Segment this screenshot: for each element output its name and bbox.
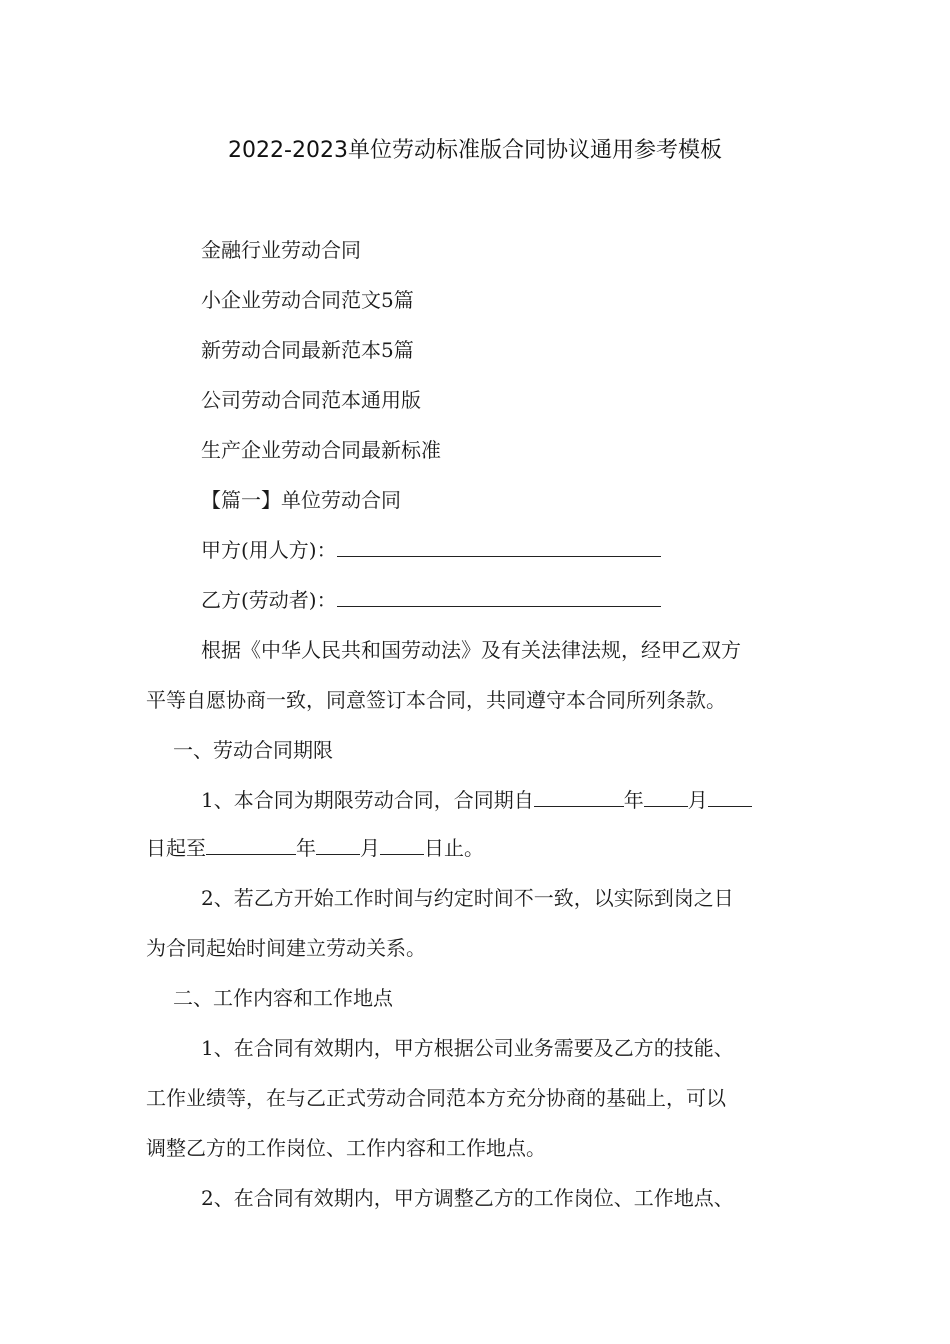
- clause-text: 日止。: [424, 836, 484, 860]
- year-label: 年: [296, 836, 316, 860]
- month-blank: [316, 834, 360, 855]
- clause-text: 日起至: [146, 836, 206, 860]
- index-item: 公司劳动合同范本通用版: [201, 388, 421, 412]
- paragraph-line: 平等自愿协商一致，同意签订本合同，共同遵守本合同所列条款。: [146, 688, 726, 712]
- part-heading: 一、劳动合同期限: [173, 738, 333, 762]
- paragraph-line: 调整乙方的工作岗位、工作内容和工作地点。: [146, 1136, 546, 1160]
- index-item: 小企业劳动合同范文5篇: [201, 288, 414, 312]
- party-a-label: 甲方(用人方)：: [201, 538, 337, 562]
- month-label: 月: [687, 788, 708, 812]
- clause-line: [201, 785, 752, 815]
- index-item: 金融行业劳动合同: [201, 238, 361, 262]
- year-blank: [534, 786, 624, 807]
- paragraph-line: 工作业绩等，在与乙正式劳动合同范本方充分协商的基础上，可以: [146, 1086, 726, 1110]
- month-blank: [644, 786, 688, 807]
- day-blank: [708, 786, 752, 807]
- index-item: 新劳动合同最新范本5篇: [201, 338, 414, 362]
- party-b-line: [201, 585, 661, 615]
- paragraph-line: 2、若乙方开始工作时间与约定时间不一致，以实际到岗之日: [201, 886, 734, 910]
- paragraph-line: 2、在合同有效期内，甲方调整乙方的工作岗位、工作地点、: [201, 1186, 734, 1210]
- document-title: 2022-2023单位劳动标准版合同协议通用参考模板: [228, 138, 722, 163]
- month-label: 月: [360, 836, 380, 860]
- paragraph-line: 1、在合同有效期内，甲方根据公司业务需要及乙方的技能、: [201, 1036, 734, 1060]
- paragraph-line: 根据《中华人民共和国劳动法》及有关法律法规，经甲乙双方: [201, 638, 741, 662]
- year-label: 年: [623, 788, 644, 812]
- party-a-blank: [337, 536, 661, 557]
- index-item: 生产企业劳动合同最新标准: [201, 438, 441, 462]
- clause-text: 1、本合同为期限劳动合同，合同期自: [201, 788, 534, 812]
- party-b-label: 乙方(劳动者)：: [201, 588, 337, 612]
- part-heading: 二、工作内容和工作地点: [173, 986, 393, 1010]
- party-a-line: [201, 535, 661, 565]
- clause-line: [146, 833, 484, 863]
- paragraph-line: 为合同起始时间建立劳动关系。: [146, 936, 426, 960]
- party-b-blank: [337, 586, 661, 607]
- year-blank: [206, 834, 296, 855]
- day-blank: [380, 834, 424, 855]
- section-heading: 【篇一】单位劳动合同: [201, 488, 401, 512]
